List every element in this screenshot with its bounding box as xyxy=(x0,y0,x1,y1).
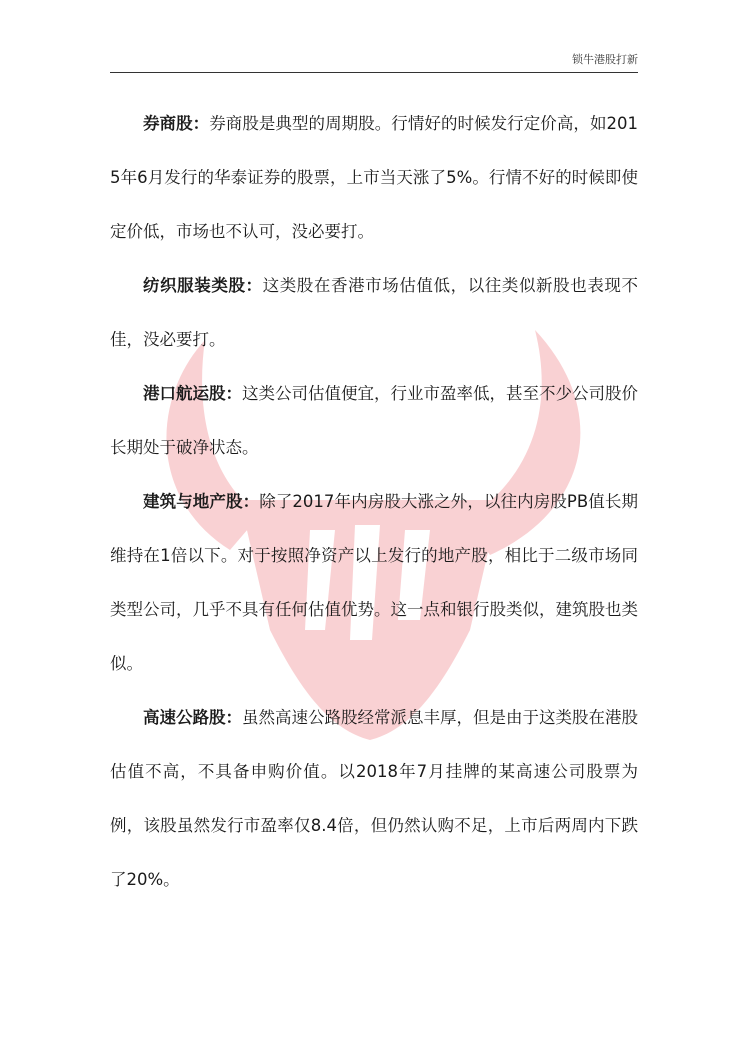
document-body xyxy=(110,97,638,907)
paragraph-highway-stocks xyxy=(110,691,638,907)
header-title: 锁牛港股打新 xyxy=(572,53,638,66)
paragraph-label: 纺织服装类股： xyxy=(143,276,263,295)
paragraph-label: 高速公路股： xyxy=(143,708,242,727)
paragraph-label: 港口航运股： xyxy=(143,384,242,403)
paragraph-text: 这类股在香港市场估值低，以往类似新股也表现不佳，没必要打。 xyxy=(110,276,639,349)
paragraph-text: 虽然高速公路股经常派息丰厚，但是由于这类股在港股估值不高，不具备申购价值。以2018年7月挂牌的某高速公司股票为例，该股虽然发行市盈率仅8.4倍，但仍然认购不足，上市后两周内下跌了20%。 xyxy=(110,708,638,889)
paragraph-text: 这类公司估值便宜，行业市盈率低，甚至不少公司股价长期处于破净状态。 xyxy=(110,384,638,457)
paragraph-label: 建筑与地产股： xyxy=(143,492,260,511)
paragraph-text: 除了2017年内房股大涨之外，以往内房股PB值长期维持在1倍以下。对于按照净资产以上发行的地产股，相比于二级市场同类型公司，几乎不具有任何估值优势。这一点和银行股类似，建筑股也类似。 xyxy=(110,492,639,673)
paragraph-construction-property-stocks xyxy=(110,475,638,691)
paragraph-textile-apparel-stocks xyxy=(110,259,638,367)
paragraph-brokerage-stocks xyxy=(110,97,638,259)
page-header xyxy=(110,0,638,73)
paragraph-port-shipping-stocks xyxy=(110,367,638,475)
paragraph-label: 券商股： xyxy=(143,114,210,133)
paragraph-text: 券商股是典型的周期股。行情好的时候发行定价高，如2015年6月发行的华泰证券的股票，上市当天涨了5%。行情不好的时候即使定价低，市场也不认可，没必要打。 xyxy=(110,114,638,241)
